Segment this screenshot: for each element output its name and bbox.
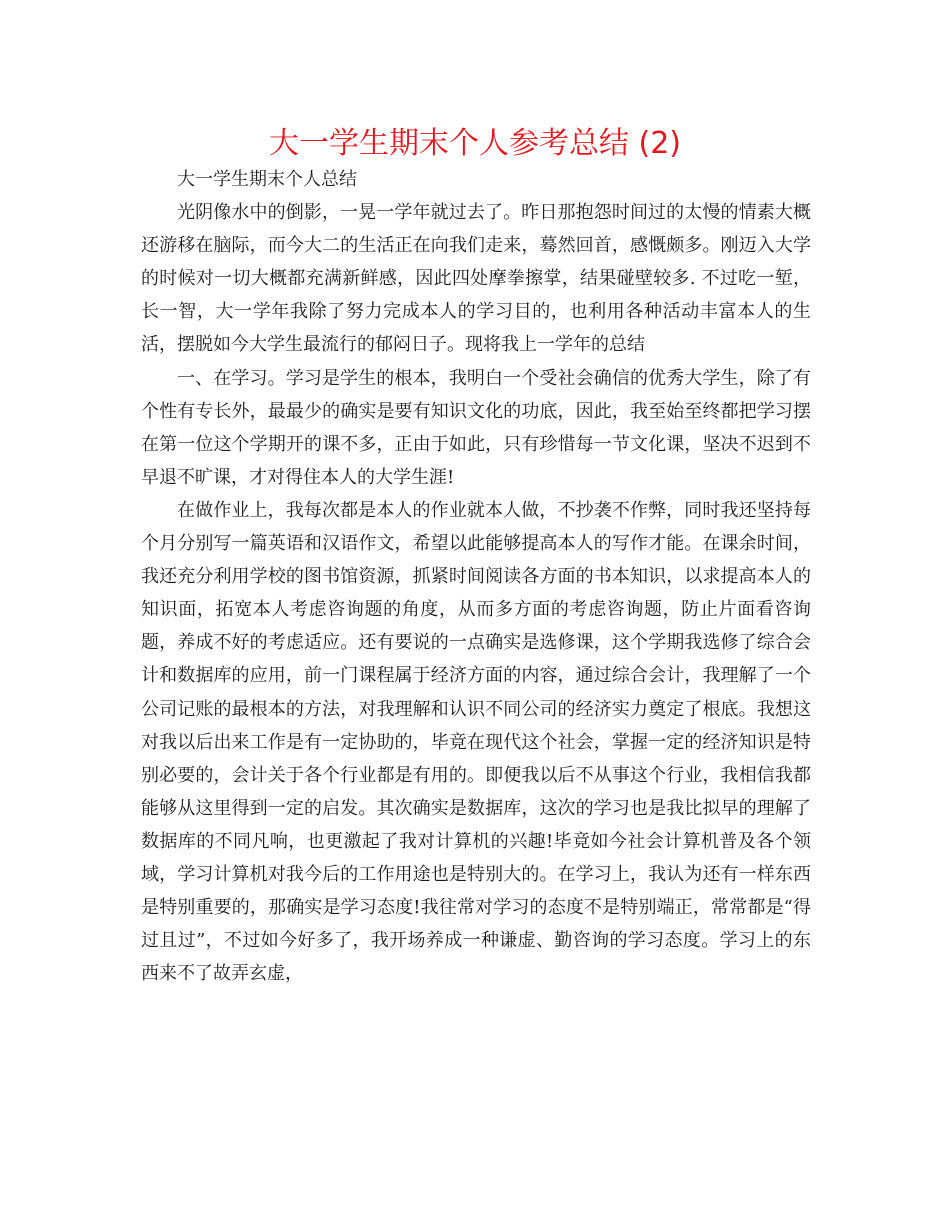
document-title: 大一学生期末个人参考总结 (2) (268, 126, 682, 161)
subtitle-paragraph: 大一学生期末个人总结 (177, 169, 357, 190)
homework-paragraph: 在做作业上，我每次都是本人的作业就本人做，不抄袭不作弊，同时我还坚持每个月分别写一篇英语和汉语作文，希望以此能够提高本人的写作才能。在课余时间，我还充分利用学校的图书馆资源，抓紧时间阅读各方面的书本知识，以求提高本人的知识面，拓宽本人考虑咨询题的角度，从而多方面的考虑咨询题，防止片面看咨询题，养成不好的考虑适应。还有要说的一点确实是选修课，这个学期我选修了综合会计和数据库的应用，前一门课程属于经济方面的内容，通过综合会计，我理解了一个公司记账的最根本的方法，对我理解和认识不同公司的经济实力奠定了根底。我想这对我以后出来工作是有一定协助的，毕竟在现代这个社会，掌握一定的经济知识是特别必要的，会计关于各个行业都是有用的。即便我以后不从事这个行业，我相信我都能够从这里得到一定的启发。其次确实是数据库，这次的学习也是我比拟早的理解了数据库的不同凡响，也更激起了我对计算机的兴趣!毕竟如今社会计算机普及各个领域，学习计算机对我今后的工作用途也是特别大的。在学习上，我认为还有一样东西是特别重要的，那确实是学习态度!我往常对学习的态度不是特别端正，常常都是“得过且过”，不过如今好多了，我开场养成一种谦虚、勤咨询的学习态度。学习上的东西来不了故弄玄虚， (141, 499, 811, 985)
document-body (141, 163, 811, 990)
study-section-paragraph: 一、在学习。学习是学生的根本，我明白一个受社会确信的优秀大学生，除了有个性有专长外，最最少的确实是要有知识文化的功底，因此，我至始至终都把学习摆在第一位这个学期开的课不多，正由于如此，只有珍惜每一节文化课，坚决不迟到不早退不旷课，才对得住本人的大学生涯! (141, 367, 811, 488)
intro-paragraph: 光阴像水中的倒影，一晃一学年就过去了。昨日那抱怨时间过的太慢的情素大概还游移在脑际，而今大二的生活正在向我们走来，蓦然回首，感慨颇多。刚迈入大学的时候对一切大概都充满新鲜感，因此四处摩拳擦掌，结果碰壁较多. 不过吃一堑，长一智，大一学年我除了努力完成本人的学习目的，也利用各种活动丰富本人的生活，摆脱如今大学生最流行的郁闷日子。现将我上一学年的总结 (141, 202, 811, 356)
